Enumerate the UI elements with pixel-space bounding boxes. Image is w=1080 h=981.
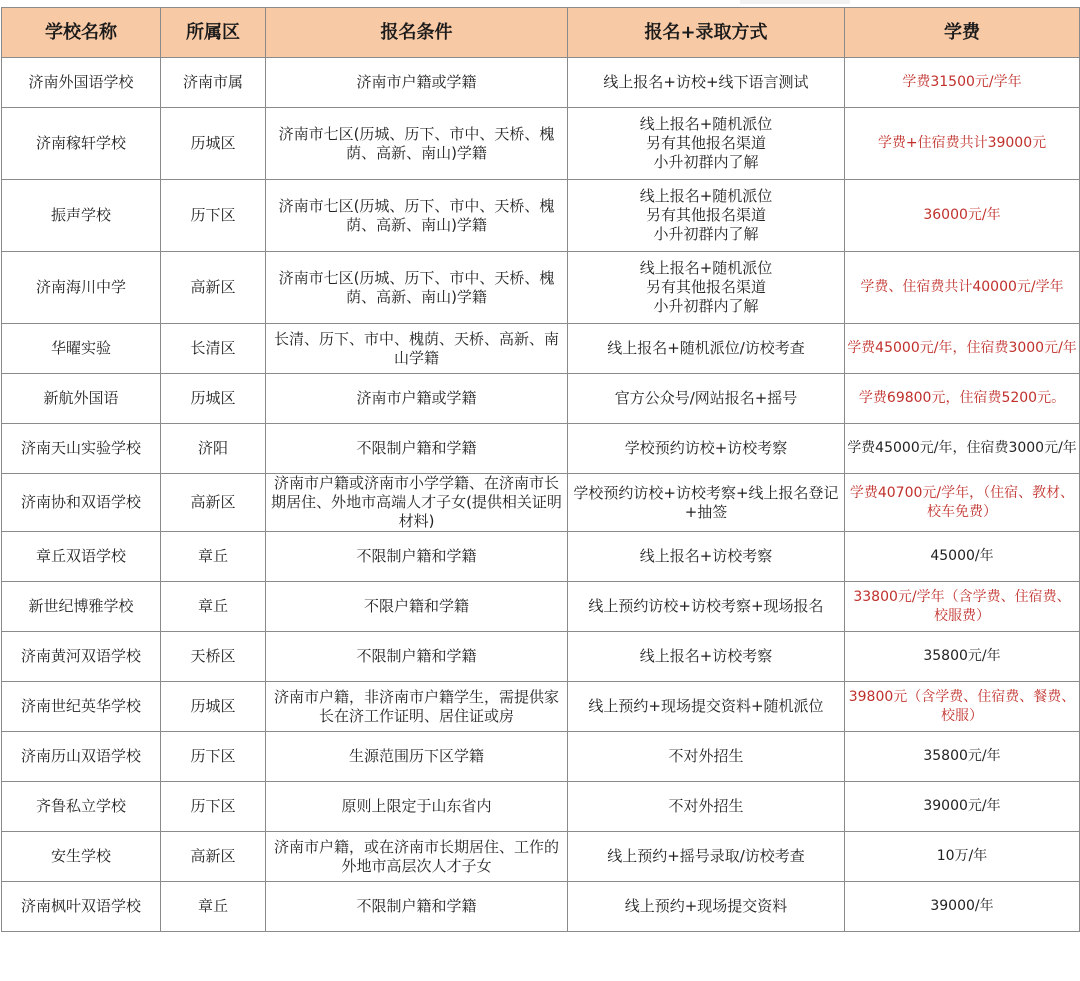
district-cell: 高新区 <box>161 832 266 882</box>
table-row <box>2 58 1080 108</box>
header-row <box>2 8 1080 58</box>
condition-cell: 济南市七区(历城、历下、市中、天桥、槐荫、高新、南山)学籍 <box>266 252 568 324</box>
district-cell: 高新区 <box>161 252 266 324</box>
school-name-cell: 济南天山实验学校 <box>2 424 161 474</box>
condition-cell: 济南市户籍，非济南市户籍学生，需提供家长在济工作证明、居住证或房 <box>266 682 568 732</box>
fee-cell: 学费+住宿费共计39000元 <box>845 108 1080 180</box>
fee-cell: 学费、住宿费共计40000元/学年 <box>845 252 1080 324</box>
district-cell: 济阳 <box>161 424 266 474</box>
condition-cell: 不限制户籍和学籍 <box>266 632 568 682</box>
table-row <box>2 374 1080 424</box>
fee-cell: 33800元/学年（含学费、住宿费、校服费） <box>845 582 1080 632</box>
district-cell: 历下区 <box>161 180 266 252</box>
fee-cell: 45000/年 <box>845 532 1080 582</box>
table-row <box>2 582 1080 632</box>
condition-cell: 长清、历下、市中、槐荫、天桥、高新、南山学籍 <box>266 324 568 374</box>
fee-cell: 学费40700元/学年，（住宿、教材、校车免费） <box>845 474 1080 532</box>
district-cell: 长清区 <box>161 324 266 374</box>
condition-cell: 济南市七区(历城、历下、市中、天桥、槐荫、高新、南山)学籍 <box>266 108 568 180</box>
condition-cell: 原则上限定于山东省内 <box>266 782 568 832</box>
fee-cell: 35800元/年 <box>845 732 1080 782</box>
method-cell: 线上报名+访校考察 <box>568 532 845 582</box>
district-cell: 济南市属 <box>161 58 266 108</box>
district-cell: 章丘 <box>161 582 266 632</box>
table-body <box>2 58 1080 932</box>
table-row <box>2 732 1080 782</box>
method-cell: 线上预约+现场提交资料 <box>568 882 845 932</box>
fee-cell: 学费45000元/年，住宿费3000元/年 <box>845 424 1080 474</box>
condition-cell: 不限制户籍和学籍 <box>266 882 568 932</box>
condition-cell: 济南市户籍，或在济南市长期居住、工作的外地市高层次人才子女 <box>266 832 568 882</box>
school-name-cell: 济南历山双语学校 <box>2 732 161 782</box>
method-cell: 不对外招生 <box>568 732 845 782</box>
fee-cell: 39800元（含学费、住宿费、餐费、校服） <box>845 682 1080 732</box>
table-row <box>2 832 1080 882</box>
district-cell: 天桥区 <box>161 632 266 682</box>
method-cell: 线上报名+随机派位/访校考查 <box>568 324 845 374</box>
top-strip <box>740 0 850 4</box>
table-row <box>2 252 1080 324</box>
method-cell: 学校预约访校+访校考察+线上报名登记+抽签 <box>568 474 845 532</box>
district-cell: 历城区 <box>161 374 266 424</box>
method-cell: 线上报名+随机派位 另有其他报名渠道 小升初群内了解 <box>568 108 845 180</box>
school-name-cell: 济南黄河双语学校 <box>2 632 161 682</box>
table-row <box>2 882 1080 932</box>
school-name-cell: 济南稼轩学校 <box>2 108 161 180</box>
school-name-cell: 新航外国语 <box>2 374 161 424</box>
school-name-cell: 齐鲁私立学校 <box>2 782 161 832</box>
school-name-cell: 华曜实验 <box>2 324 161 374</box>
table-row <box>2 424 1080 474</box>
fee-cell: 39000/年 <box>845 882 1080 932</box>
table-row <box>2 632 1080 682</box>
header-method: 报名+录取方式 <box>568 8 845 58</box>
condition-cell: 济南市户籍或学籍 <box>266 58 568 108</box>
table-row <box>2 782 1080 832</box>
school-name-cell: 安生学校 <box>2 832 161 882</box>
table-row <box>2 324 1080 374</box>
table-row <box>2 532 1080 582</box>
table-row <box>2 474 1080 532</box>
method-cell: 线上预约+现场提交资料+随机派位 <box>568 682 845 732</box>
method-cell: 线上报名+随机派位 另有其他报名渠道 小升初群内了解 <box>568 252 845 324</box>
fee-cell: 36000元/年 <box>845 180 1080 252</box>
school-name-cell: 济南海川中学 <box>2 252 161 324</box>
fee-cell: 10万/年 <box>845 832 1080 882</box>
school-name-cell: 振声学校 <box>2 180 161 252</box>
method-cell: 线上报名+随机派位 另有其他报名渠道 小升初群内了解 <box>568 180 845 252</box>
district-cell: 历下区 <box>161 732 266 782</box>
school-name-cell: 济南枫叶双语学校 <box>2 882 161 932</box>
method-cell: 不对外招生 <box>568 782 845 832</box>
school-name-cell: 济南外国语学校 <box>2 58 161 108</box>
table-row <box>2 682 1080 732</box>
fee-cell: 35800元/年 <box>845 632 1080 682</box>
condition-cell: 济南市户籍或学籍 <box>266 374 568 424</box>
method-cell: 线上预约+摇号录取/访校考查 <box>568 832 845 882</box>
condition-cell: 济南市户籍或济南市小学学籍、在济南市长期居住、外地市高端人才子女(提供相关证明材料) <box>266 474 568 532</box>
district-cell: 历城区 <box>161 682 266 732</box>
condition-cell: 不限制户籍和学籍 <box>266 532 568 582</box>
school-name-cell: 章丘双语学校 <box>2 532 161 582</box>
fee-cell: 学费45000元/年，住宿费3000元/年 <box>845 324 1080 374</box>
table-row <box>2 180 1080 252</box>
header-district: 所属区 <box>161 8 266 58</box>
method-cell: 学校预约访校+访校考察 <box>568 424 845 474</box>
school-name-cell: 新世纪博雅学校 <box>2 582 161 632</box>
condition-cell: 生源范围历下区学籍 <box>266 732 568 782</box>
header-fee: 学费 <box>845 8 1080 58</box>
school-table <box>1 7 1080 932</box>
district-cell: 历城区 <box>161 108 266 180</box>
method-cell: 线上预约访校+访校考察+现场报名 <box>568 582 845 632</box>
condition-cell: 不限制户籍和学籍 <box>266 424 568 474</box>
school-name-cell: 济南世纪英华学校 <box>2 682 161 732</box>
header-school-name: 学校名称 <box>2 8 161 58</box>
school-name-cell: 济南协和双语学校 <box>2 474 161 532</box>
method-cell: 官方公众号/网站报名+摇号 <box>568 374 845 424</box>
district-cell: 章丘 <box>161 882 266 932</box>
condition-cell: 不限户籍和学籍 <box>266 582 568 632</box>
fee-cell: 学费69800元，住宿费5200元。 <box>845 374 1080 424</box>
district-cell: 章丘 <box>161 532 266 582</box>
method-cell: 线上报名+访校+线下语言测试 <box>568 58 845 108</box>
fee-cell: 39000元/年 <box>845 782 1080 832</box>
condition-cell: 济南市七区(历城、历下、市中、天桥、槐荫、高新、南山)学籍 <box>266 180 568 252</box>
table-row <box>2 108 1080 180</box>
district-cell: 历下区 <box>161 782 266 832</box>
header-condition: 报名条件 <box>266 8 568 58</box>
fee-cell: 学费31500元/学年 <box>845 58 1080 108</box>
district-cell: 高新区 <box>161 474 266 532</box>
method-cell: 线上报名+访校考察 <box>568 632 845 682</box>
